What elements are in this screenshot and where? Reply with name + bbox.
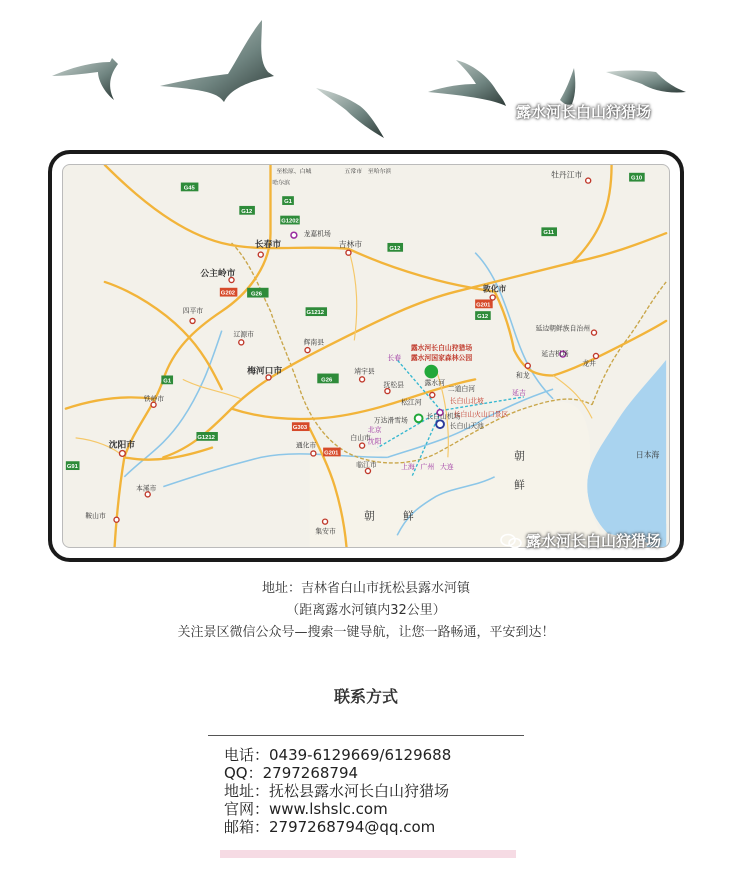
- city-marker: [593, 353, 598, 358]
- contact-qq: QQ：2797268794: [224, 764, 359, 782]
- svg-text:长春: 长春: [387, 354, 402, 362]
- svg-text:露水河: 露水河: [424, 380, 445, 388]
- svg-text:至哈尔滨: 至哈尔滨: [367, 168, 392, 175]
- route-map: [62, 164, 670, 548]
- hunting-ground-marker: [424, 365, 438, 379]
- contact-phone: 电话：0439-6129669/6129688: [224, 746, 452, 764]
- highway-shield: [541, 227, 557, 236]
- svg-text:和龙: 和龙: [516, 372, 530, 380]
- svg-text:G10: G10: [631, 175, 643, 182]
- svg-text:露水河国家森林公园: 露水河国家森林公园: [410, 354, 473, 362]
- svg-text:G1212: G1212: [197, 434, 215, 441]
- svg-text:敦化市: 敦化市: [482, 284, 507, 294]
- city-marker: [346, 250, 351, 255]
- svg-text:G1: G1: [284, 199, 292, 206]
- wanda-marker: [415, 414, 423, 422]
- highway-shield: [247, 288, 268, 298]
- svg-text:铁岭市: 铁岭市: [143, 395, 165, 403]
- contact-address: 地址：抚松县露水河长白山狩猎场: [224, 782, 450, 800]
- svg-text:上海: 上海: [401, 464, 415, 472]
- svg-text:集安市: 集安市: [315, 528, 336, 536]
- bird-icon: [560, 68, 575, 105]
- distance-note: （距离露水河镇内32公里）: [286, 603, 446, 618]
- divider: [208, 735, 524, 736]
- svg-text:延边朝鲜族自治州: 延边朝鲜族自治州: [535, 325, 591, 333]
- city-marker: [430, 392, 435, 397]
- svg-text:日本海: 日本海: [635, 450, 660, 460]
- city-marker: [311, 451, 316, 456]
- highway-shield: [323, 448, 341, 457]
- svg-text:五常市: 五常市: [344, 168, 363, 175]
- decorative-bar: [220, 850, 516, 858]
- svg-text:本溪市: 本溪市: [136, 485, 157, 493]
- svg-text:梅河口市: 梅河口市: [247, 365, 283, 376]
- city-marker: [229, 277, 234, 282]
- highway-shield: [306, 307, 327, 316]
- svg-text:辉南县: 辉南县: [303, 339, 325, 347]
- bird-icon: [52, 58, 118, 100]
- highway-shield: [196, 432, 217, 441]
- city-marker: [239, 340, 244, 345]
- svg-text:鲜: 鲜: [403, 510, 414, 523]
- svg-text:沈阳: 沈阳: [367, 438, 382, 446]
- svg-text:公主岭市: 公主岭市: [200, 268, 236, 279]
- svg-text:露水河长白山狩猎场: 露水河长白山狩猎场: [410, 345, 473, 353]
- city-marker: [586, 178, 591, 183]
- svg-text:靖宇县: 靖宇县: [354, 368, 375, 376]
- svg-text:白山市: 白山市: [350, 434, 371, 442]
- svg-text:二道白河: 二道白河: [447, 386, 476, 394]
- svg-text:通化市: 通化市: [295, 442, 317, 450]
- svg-text:G12: G12: [241, 208, 253, 215]
- svg-text:延吉: 延吉: [512, 389, 526, 397]
- bird-icon: [606, 71, 686, 93]
- highway-shield: [161, 375, 173, 384]
- svg-text:大连: 大连: [440, 464, 454, 472]
- flying-birds-illustration: [0, 0, 732, 150]
- highway-shield: [317, 374, 338, 384]
- wechat-note: 关注景区微信公众号—搜索一键导航，让您一路畅通，平安到达！: [177, 625, 555, 640]
- svg-text:临江市: 临江市: [356, 462, 377, 470]
- map-svg: [63, 165, 669, 547]
- svg-text:长春市: 长春市: [254, 238, 282, 249]
- address-line: 地址：吉林省白山市抚松县露水河镇: [261, 581, 470, 596]
- svg-text:长白山天池: 长白山天池: [449, 423, 484, 431]
- highway-shield: [181, 183, 199, 192]
- svg-text:G91: G91: [66, 464, 78, 471]
- city-marker: [360, 377, 365, 382]
- watermark-map: [500, 530, 661, 551]
- city-marker: [360, 443, 365, 448]
- city-marker: [151, 402, 156, 407]
- svg-text:龙嘉机场: 龙嘉机场: [303, 231, 331, 239]
- svg-text:G1: G1: [163, 378, 172, 385]
- highway-shield: [66, 461, 80, 470]
- svg-text:广州: 广州: [420, 464, 435, 472]
- svg-text:G1202: G1202: [281, 218, 299, 225]
- svg-text:朝: 朝: [514, 450, 525, 463]
- city-marker: [385, 389, 390, 394]
- watermark-text: 露水河长白山狩猎场: [516, 103, 652, 121]
- highway-shield: [475, 311, 491, 320]
- wechat-icon: [490, 104, 512, 120]
- svg-text:抚松县: 抚松县: [383, 382, 404, 390]
- svg-text:朝: 朝: [364, 510, 375, 523]
- city-marker: [591, 330, 596, 335]
- svg-text:辽源市: 辽源市: [233, 331, 254, 339]
- svg-text:吉林市: 吉林市: [338, 239, 363, 249]
- svg-text:G201: G201: [476, 302, 491, 309]
- bird-icon: [428, 60, 506, 106]
- highway-shield: [629, 173, 645, 182]
- svg-text:四平市: 四平市: [182, 308, 204, 316]
- address-block: [0, 578, 732, 644]
- svg-text:龙井: 龙井: [582, 360, 596, 368]
- svg-text:哈尔滨: 哈尔滨: [272, 180, 290, 187]
- wechat-icon: [500, 533, 522, 549]
- svg-text:G1212: G1212: [306, 310, 325, 317]
- highway-shield: [220, 288, 238, 297]
- city-marker: [190, 318, 195, 323]
- highway-shield: [282, 196, 294, 205]
- highway-shield: [239, 206, 255, 215]
- airport-marker: [291, 232, 297, 238]
- contact-email[interactable]: 邮箱：2797268794@qq.com: [224, 818, 436, 836]
- city-marker: [266, 375, 271, 380]
- svg-text:沈阳市: 沈阳市: [108, 439, 136, 450]
- svg-text:万达滑雪场: 万达滑雪场: [373, 417, 408, 425]
- watermark-top: [490, 101, 651, 122]
- city-marker: [258, 252, 263, 257]
- svg-text:至松原、白城: 至松原、白城: [276, 168, 312, 175]
- svg-text:G26: G26: [251, 291, 263, 298]
- bird-icon: [160, 20, 274, 102]
- watermark-text: 露水河长白山狩猎场: [526, 532, 662, 550]
- city-marker: [490, 295, 495, 300]
- contact-website[interactable]: 官网：www.lshslc.com: [224, 800, 388, 818]
- city-marker: [365, 468, 370, 473]
- svg-text:长白山北坡: 长白山北坡: [449, 397, 484, 405]
- svg-text:G11: G11: [543, 230, 555, 237]
- bird-icon: [316, 88, 384, 138]
- svg-text:G26: G26: [321, 377, 333, 384]
- svg-text:G12: G12: [389, 245, 401, 252]
- svg-text:延吉机场: 延吉机场: [541, 351, 569, 358]
- city-marker: [114, 517, 119, 522]
- svg-text:G202: G202: [220, 290, 236, 297]
- city-marker: [305, 348, 310, 353]
- city-marker: [525, 363, 530, 368]
- svg-text:鲜: 鲜: [514, 479, 525, 492]
- contact-title: 联系方式: [333, 687, 398, 706]
- highway-shield: [292, 422, 310, 431]
- svg-text:北京: 北京: [367, 427, 382, 435]
- contact-info: [224, 746, 451, 836]
- svg-text:G12: G12: [477, 313, 489, 320]
- city-marker: [119, 451, 125, 457]
- svg-text:G45: G45: [183, 185, 195, 192]
- svg-text:松江河: 松江河: [401, 399, 422, 407]
- city-marker: [323, 519, 328, 524]
- tianchi-marker: [436, 420, 444, 428]
- highway-shield: [280, 216, 299, 225]
- city-marker: [145, 492, 150, 497]
- map-frame: [48, 150, 684, 562]
- highway-shield: [387, 243, 403, 252]
- svg-text:鞍山市: 鞍山市: [85, 512, 106, 520]
- svg-text:G303: G303: [292, 425, 308, 432]
- highway-shield: [475, 299, 493, 308]
- svg-text:长白山机场: 长白山机场: [426, 413, 461, 421]
- svg-text:长白山火山口景区: 长白山火山口景区: [453, 411, 509, 419]
- svg-text:G201: G201: [324, 450, 339, 457]
- svg-text:牡丹江市: 牡丹江市: [551, 170, 583, 180]
